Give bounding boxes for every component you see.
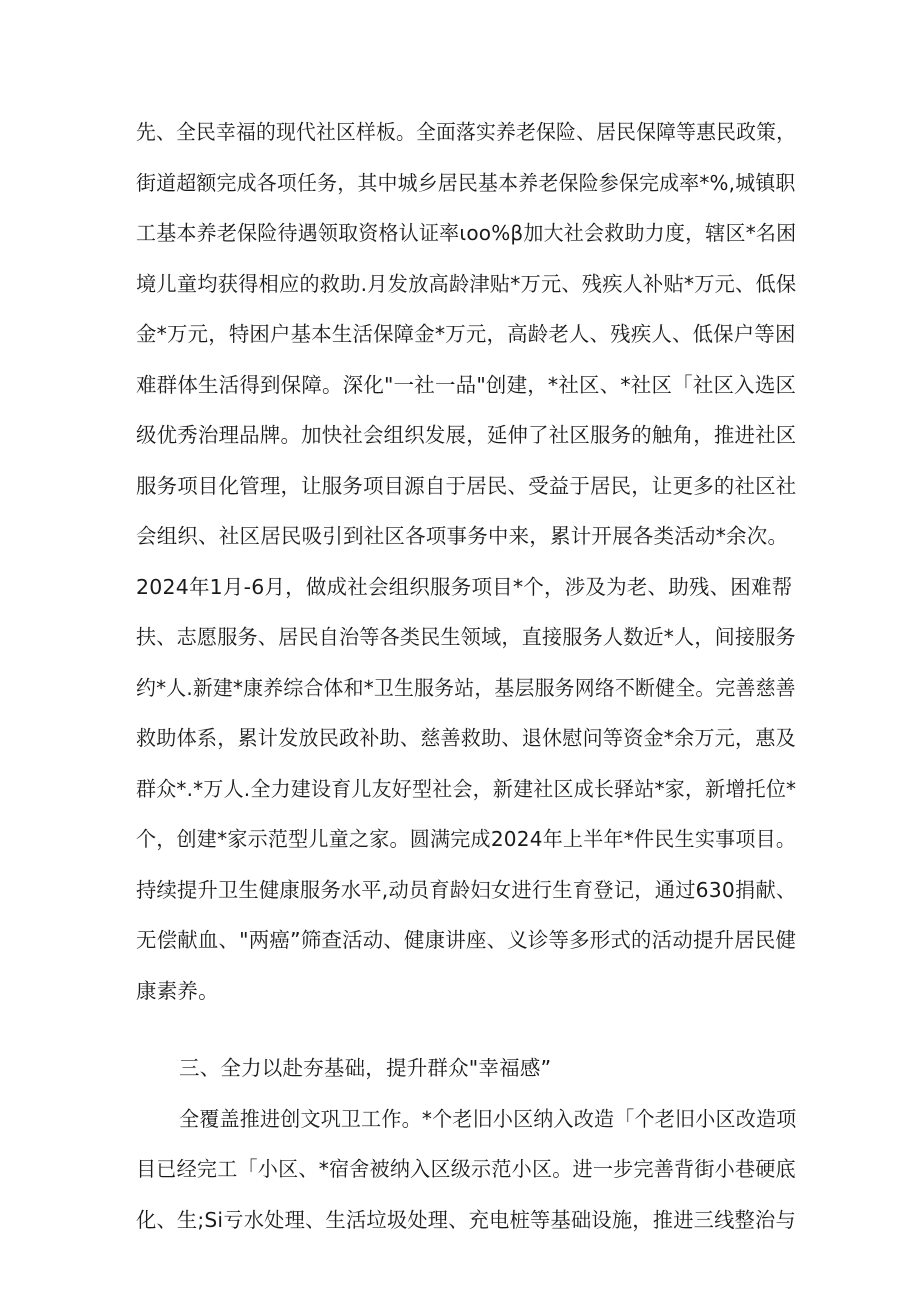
text-line: 会组织、社区居民吸引到社区各项事务中来，累计开展各类活动*余次。 — [136, 524, 789, 548]
text-line: 级优秀治理品牌。加快社会组织发展，延伸了社区服务的触角，推进社区 — [136, 423, 797, 447]
text-line: 群众*.*万人.全力建设育儿友好型社会，新建社区成长驿站*家，新增托位* — [136, 777, 797, 801]
text-line: 个，创建*家示范型儿童之家。圆满完成2024年上半年*件民生实事项目。 — [136, 827, 797, 851]
section-heading: 三、全力以赴夯基础，提升群众"幸福感” — [179, 1056, 552, 1080]
text-line: 扶、志愿服务、居民自治等各类民生领域，直接服务人数近*人，间接服务 — [136, 625, 796, 649]
text-line: 2024年1月-6月，做成社会组织服务项目*个，涉及为老、助残、困难帮 — [136, 575, 793, 599]
text-line: 化、生;Si亏水处理、生活垃圾处理、充电桩等基础设施，推进三线整治与 — [136, 1208, 796, 1232]
text-line: 康素养。 — [136, 979, 219, 1003]
text-line: 目已经完工「小区、*宿舍被纳入区级示范小区。进一步完善背街小巷硬底 — [136, 1157, 796, 1181]
text-line: 救助体系，累计发放民政补助、慈善救助、退休慰问等资金*余万元，惠及 — [136, 726, 796, 750]
text-line: 金*万元，特困户基本生活保障金*万元，高龄老人、残疾人、低保户等困 — [136, 322, 796, 346]
text-line: 全覆盖推进创文巩卫工作。*个老旧小区纳入改造「个老旧小区改造项 — [179, 1107, 797, 1131]
text-line: 持续提升卫生健康服务水平,动员育龄妇女进行生育登记，通过630捐献、 — [136, 878, 797, 902]
text-line: 工基本养老保险待遇领取资格认证率ιoo%β加大社会救助力度，辖区*名困 — [136, 221, 797, 245]
text-line: 服务项目化管理，让服务项目源自于居民、受益于居民，让更多的社区社 — [136, 474, 797, 498]
text-line: 约*人.新建*康养综合体和*卫生服务站，基层服务网络不断健全。完善慈善 — [136, 676, 796, 700]
text-line: 先、全民幸福的现代社区样板。全面落实养老保险、居民保障等惠民政策， — [136, 120, 797, 144]
text-line: 无偿献血、"两癌”筛查活动、健康讲座、义诊等多形式的活动提升居民健 — [136, 928, 797, 952]
text-line: 街道超额完成各项任务，其中城乡居民基本养老保险参保完成率*%,城镇职 — [136, 171, 796, 195]
text-line: 难群体生活得到保障。深化"一社一品"创建，*社区、*社区「社区入选区 — [136, 373, 797, 397]
text-line: 境儿童均获得相应的救助.月发放高龄津贴*万元、残疾人补贴*万元、低保 — [136, 272, 797, 296]
